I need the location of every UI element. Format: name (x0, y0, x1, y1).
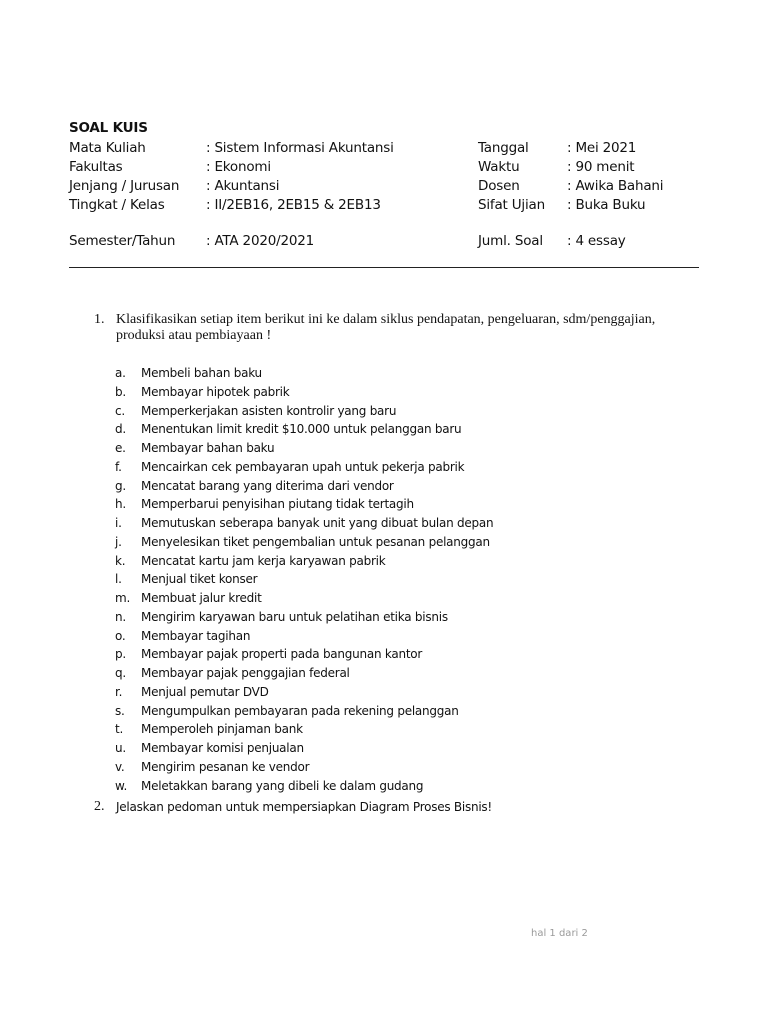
item-letter: n. (115, 610, 126, 624)
sifat-ujian-value: : Buka Buku (567, 197, 646, 213)
item-letter: t. (115, 722, 124, 736)
mata-kuliah-value: : Sistem Informasi Akuntansi (206, 140, 394, 156)
item-letter: s. (115, 704, 125, 718)
item-letter: j. (115, 535, 122, 549)
question-number: 1. (94, 312, 105, 327)
question-text: Jelaskan pedoman untuk mempersiapkan Diagram Proses Bisnis! (116, 800, 492, 814)
item-letter: c. (115, 404, 125, 418)
item-letter: u. (115, 741, 126, 755)
item-text: Mengirim pesanan ke vendor (141, 760, 310, 774)
item-letter: k. (115, 554, 126, 568)
question-text: Klasifikasikan setiap item berikut ini ke dalam siklus pendapatan, pengeluaran, sdm/penggajian, (116, 312, 656, 327)
jenjang-label: Jenjang / Jurusan (69, 178, 180, 194)
item-letter: q. (115, 666, 126, 680)
mata-kuliah-label: Mata Kuliah (69, 140, 146, 156)
jumlah-soal-value: : 4 essay (567, 233, 626, 249)
semester-value: : ATA 2020/2021 (206, 233, 315, 249)
item-letter: o. (115, 629, 126, 643)
item-letter: p. (115, 647, 126, 661)
fakultas-value: : Ekonomi (206, 159, 271, 175)
waktu-value: : 90 menit (567, 159, 635, 175)
jumlah-soal-label: Juml. Soal (478, 233, 543, 249)
item-text: Memperkerjakan asisten kontrolir yang baru (141, 404, 397, 418)
item-text: Membayar hipotek pabrik (141, 385, 290, 399)
item-text: Memperbarui penyisihan piutang tidak tertagih (141, 497, 414, 511)
item-text: Meletakkan barang yang dibeli ke dalam gudang (141, 779, 424, 793)
tingkat-label: Tingkat / Kelas (69, 197, 165, 213)
sifat-ujian-label: Sifat Ujian (478, 197, 545, 213)
tingkat-value: : II/2EB16, 2EB15 & 2EB13 (206, 197, 381, 213)
jenjang-value: : Akuntansi (206, 178, 280, 194)
item-text: Membayar tagihan (141, 629, 251, 643)
fakultas-label: Fakultas (69, 159, 123, 175)
item-text: Membayar pajak properti pada bangunan kantor (141, 647, 423, 661)
dosen-value: : Awika Bahani (567, 178, 664, 194)
question-text-continued: produksi atau pembiayaan ! (116, 328, 272, 343)
item-text: Membeli bahan baku (141, 366, 262, 380)
page-title: SOAL KUIS (69, 120, 148, 136)
header-divider (69, 267, 699, 268)
item-text: Membayar pajak penggajian federal (141, 666, 350, 680)
item-letter: r. (115, 685, 123, 699)
item-text: Menentukan limit kredit $10.000 untuk pelanggan baru (141, 422, 462, 436)
item-letter: l. (115, 572, 122, 586)
item-letter: w. (115, 779, 128, 793)
item-text: Membayar komisi penjualan (141, 741, 304, 755)
item-text: Membuat jalur kredit (141, 591, 262, 605)
item-text: Mencatat kartu jam kerja karyawan pabrik (141, 554, 386, 568)
item-letter: m. (115, 591, 131, 605)
item-letter: h. (115, 497, 126, 511)
item-text: Mencatat barang yang diterima dari vendor (141, 479, 394, 493)
item-letter: g. (115, 479, 126, 493)
dosen-label: Dosen (478, 178, 520, 194)
item-letter: d. (115, 422, 126, 436)
item-text: Menjual pemutar DVD (141, 685, 269, 699)
waktu-label: Waktu (478, 159, 520, 175)
item-text: Menyelesikan tiket pengembalian untuk pesanan pelanggan (141, 535, 490, 549)
item-letter: b. (115, 385, 126, 399)
item-text: Menjual tiket konser (141, 572, 258, 586)
item-text: Memperoleh pinjaman bank (141, 722, 303, 736)
page-number: hal 1 dari 2 (531, 928, 588, 939)
item-letter: v. (115, 760, 125, 774)
item-text: Membayar bahan baku (141, 441, 275, 455)
item-text: Mengumpulkan pembayaran pada rekening pelanggan (141, 704, 459, 718)
item-letter: e. (115, 441, 126, 455)
tanggal-label: Tanggal (478, 140, 529, 156)
item-letter: a. (115, 366, 126, 380)
item-letter: i. (115, 516, 122, 530)
semester-label: Semester/Tahun (69, 233, 176, 249)
tanggal-value: : Mei 2021 (567, 140, 637, 156)
item-text: Mengirim karyawan baru untuk pelatihan etika bisnis (141, 610, 448, 624)
item-letter: f. (115, 460, 122, 474)
item-text: Memutuskan seberapa banyak unit yang dibuat bulan depan (141, 516, 494, 530)
item-text: Mencairkan cek pembayaran upah untuk pekerja pabrik (141, 460, 465, 474)
question-number: 2. (94, 799, 105, 814)
